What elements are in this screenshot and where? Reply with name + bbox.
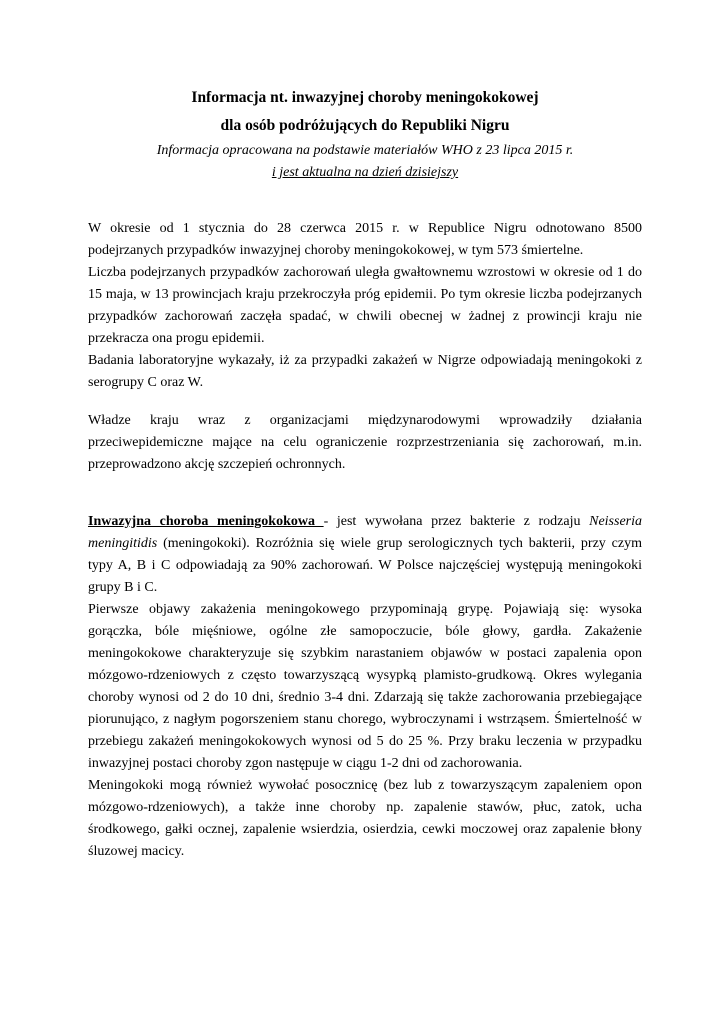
disease-info-section <box>88 511 642 863</box>
disease-term: Inwazyjna choroba meningokokowa <box>88 514 324 529</box>
response-paragraph: Władze kraju wraz z organizacjami międzynarodowymi wprowadziły działania przeciwepidemiczne mające na celu ograniczenie rozprzestrzeniania się zachorowań, m.in. przeprowadzono akcję szczepień ochronnych. <box>88 413 642 472</box>
outbreak-paragraph-trend: Liczba podejrzanych przypadków zachorowań uległa gwałtownemu wzrostowi w okresie od 1 do 15 maja, w 13 prowincjach kraju przekroczyła próg epidemii. Po tym okresie liczba podejrzanych przypadków zachorowań zaczęła spadać, w chwili obecnej w żadnej z prowincji kraju nie przekracza ona progu epidemii. <box>88 265 642 346</box>
document-subtitle-line1: Informacja opracowana na podstawie materiałów WHO z 23 lipca 2015 r. <box>156 143 574 158</box>
response-section <box>88 410 642 476</box>
outbreak-section <box>88 218 642 394</box>
document-title-line1: Informacja nt. inwazyjnej choroby meningokokowej <box>191 89 539 106</box>
outbreak-paragraph-serogroups: Badania laboratoryjne wykazały, iż za przypadki zakażeń w Nigrze odpowiadają meningokoki z serogrupy C oraz W. <box>88 353 642 390</box>
definition-text-part2: (meningokoki). Rozróżnia się wiele grup serologicznych tych bakterii, przy czym typy A, B i C odpowiadają za 90% zachorowań. W Polsce najczęściej występują meningokoki grupy B i C. <box>88 536 642 595</box>
symptoms-paragraph: Pierwsze objawy zakażenia meningokowego przypominają grypę. Pojawiają się: wysoka gorączka, bóle mięśniowe, ogólne złe samopoczucie, bóle głowy, gardła. Zakażenie meningokokowe charakteryzuje się szybkim narastaniem objawów w postaci zapalenia opon mózgowo-rdzeniowych z często towarzyszącą wysypką plamisto-grudkową. Okres wylegania choroby wynosi od 2 do 10 dni, średnio 3-4 dni. Zdarzają się także zachorowania przebiegające piorunująco, z nagłym pogorszeniem stanu chorego, wybroczynami i wstrząsem. Śmiertelność w przebiegu zakażeń meningokokowych wynosi od 5 do 25 %. Przy braku leczenia w przypadku inwazyjnej postaci choroby zgon następuje w ciągu 1-2 dni od zachorowania. <box>88 602 642 771</box>
outbreak-paragraph-cases: W okresie od 1 stycznia do 28 czerwca 2015 r. w Republice Nigru odnotowano 8500 podejrzanych przypadków inwazyjnej choroby meningokokowej, w tym 573 śmiertelne. <box>88 221 642 258</box>
definition-text-part1: - jest wywołana przez bakterie z rodzaju <box>323 514 590 529</box>
document-subtitle-line2: i jest aktualna na dzień dzisiejszy <box>271 165 459 180</box>
complications-paragraph: Meningokoki mogą również wywołać posocznicę (bez lub z towarzyszącym zapaleniem opon mózgowo-rdzeniowych), a także inne choroby np. zapalenie stawów, płuc, zatok, ucha środkowego, gałki ocznej, zapalenie wsierdzia, osierdzia, cewki moczowej oraz zapalenie błony śluzowej macicy. <box>88 778 642 859</box>
document-page <box>88 84 642 863</box>
latin-name: Neisseria meningitidis <box>88 514 642 551</box>
document-title-line2: dla osób podróżujących do Republiki Nigru <box>220 117 510 134</box>
disease-definition-paragraph <box>88 511 642 599</box>
